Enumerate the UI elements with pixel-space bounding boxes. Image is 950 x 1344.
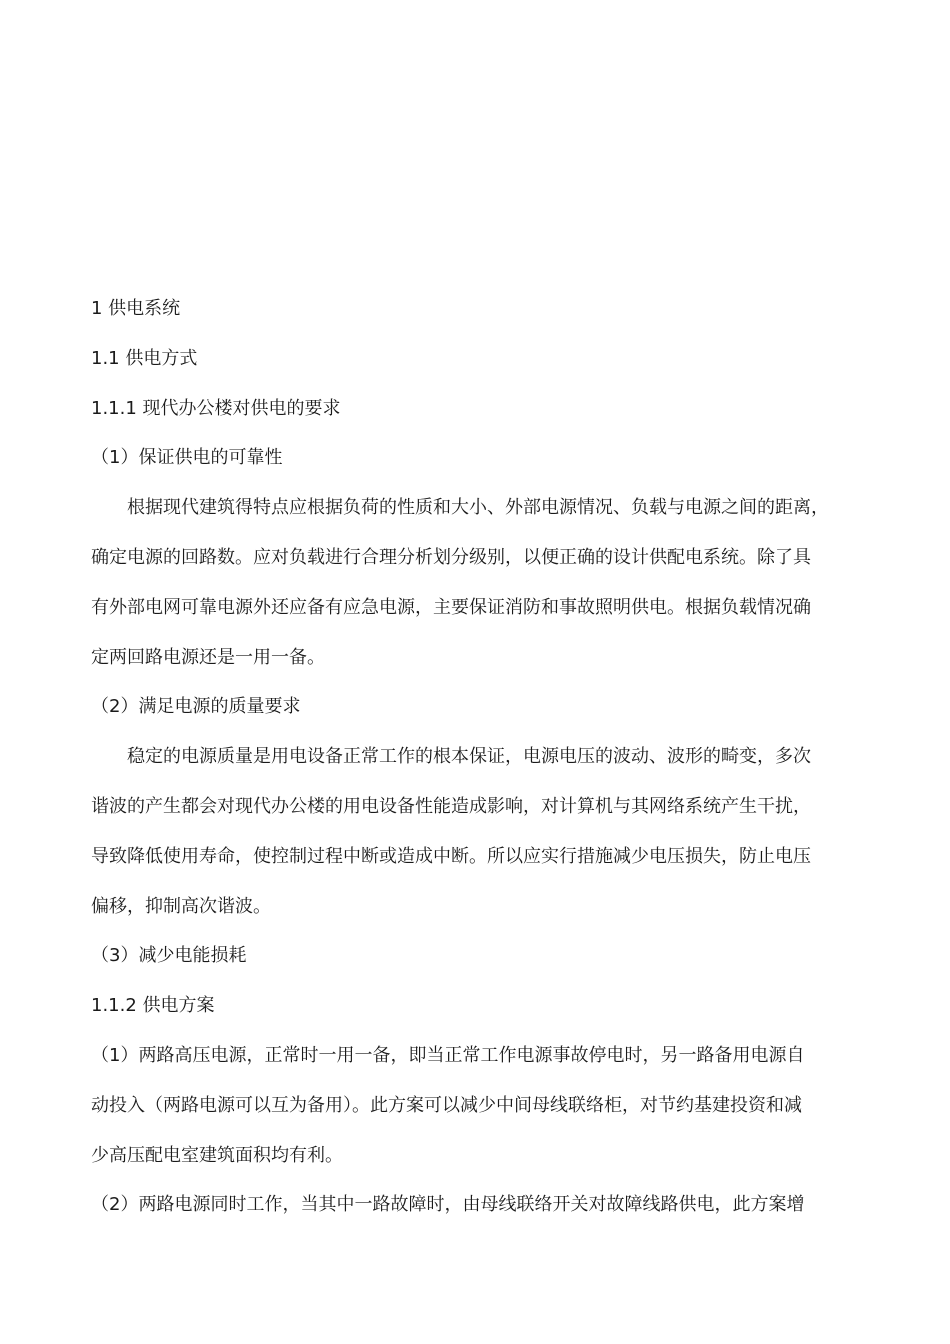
paragraph-line: 少高压配电室建筑面积均有利。 [91,1144,343,1166]
list-item-heading: （1）保证供电的可靠性 [91,447,283,469]
heading-level-3: 1.1.2 供电方案 [91,995,215,1017]
paragraph-line: 导致降低使用寿命，使控制过程中断或造成中断。所以应实行措施减少电压损失，防止电压 [91,845,811,867]
heading-level-1: 1 供电系统 [91,298,181,319]
paragraph-line: 谐波的产生都会对现代办公楼的用电设备性能造成影响，对计算机与其网络系统产生干扰， [91,795,811,817]
document-body [91,284,865,1230]
list-item-heading: （3）减少电能损耗 [91,945,247,967]
paragraph-line: 稳定的电源质量是用电设备正常工作的根本保证，电源电压的波动、波形的畸变，多次 [127,746,811,768]
paragraph-line: 确定电源的回路数。应对负载进行合理分析划分级别，以便正确的设计供配电系统。除了具 [91,546,811,568]
paragraph-line: （2）两路电源同时工作，当其中一路故障时，由母线联络开关对故障线路供电，此方案增 [91,1194,805,1216]
paragraph-line: 定两回路电源还是一用一备。 [91,646,325,668]
paragraph-line: 偏移，抑制高次谐波。 [91,895,271,917]
paragraph-line: 根据现代建筑得特点应根据负荷的性质和大小、外部电源情况、负载与电源之间的距离， [127,497,829,519]
paragraph-line: 有外部电网可靠电源外还应备有应急电源，主要保证消防和事故照明供电。根据负载情况确 [91,596,811,618]
heading-level-2: 1.1 供电方式 [91,347,198,369]
list-item-heading: （2）满足电源的质量要求 [91,696,301,718]
paragraph-line: 动投入（两路电源可以互为备用）。此方案可以减少中间母线联络柜，对节约基建投资和减 [91,1094,802,1116]
heading-level-3: 1.1.1 现代办公楼对供电的要求 [91,397,341,419]
paragraph-line: （1）两路高压电源，正常时一用一备，即当正常工作电源事故停电时，另一路备用电源自 [91,1044,805,1066]
